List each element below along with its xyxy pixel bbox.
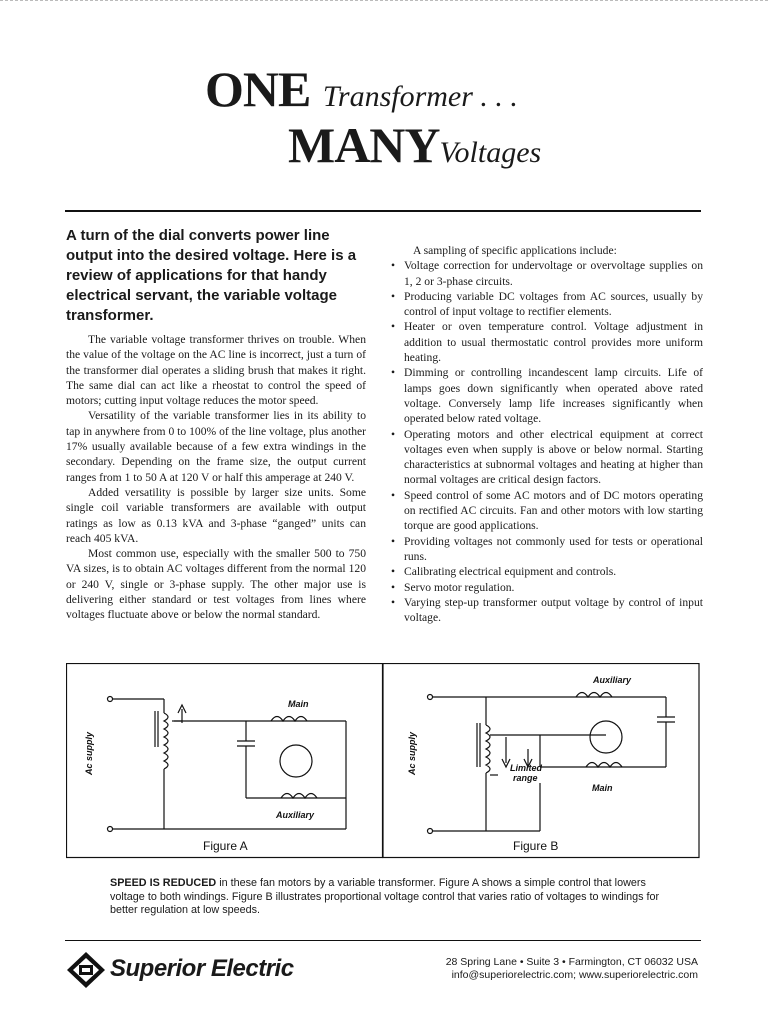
body-paragraph: Most common use, especially with the smaller 500 to 750 VA sizes, is to obtain AC voltages different from the normal 120 or 240 V, single or 3-phase supply. The other major use is delivering either standard or test voltages from lines where voltages fluctuate above or below the normal standard. [66, 547, 366, 622]
body-text [66, 332, 366, 623]
list-item: • Heater or oven temperature control. Voltage adjustment in addition to usual thermostatic control provides more uniform heating. [391, 319, 703, 365]
applications-column [391, 243, 703, 625]
list-item: • Producing variable DC voltages from AC sources, usually by control of input voltage to rectifier elements. [391, 289, 703, 320]
caption-text: in these fan motors by a variable transformer. Figure A shows a simple control that lowers voltage to both windings. Figure B illustrates proportional voltage control that varies ratio of voltages to windings for better regulation at low speeds. [110, 877, 660, 916]
title-transformer: Transformer . . . [322, 80, 518, 113]
figure-b-limited-label: Limited [510, 763, 543, 773]
figure-caption [110, 877, 670, 918]
terminal-icon [428, 695, 433, 700]
list-item: • Varying step-up transformer output voltage by control of input voltage. [391, 595, 703, 626]
superior-electric-logo-icon [65, 950, 107, 990]
figure-a-supply-label: Ac supply [84, 731, 94, 775]
title-voltages: Voltages [439, 136, 542, 169]
footer-address-block [440, 956, 698, 982]
footer-address: 28 Spring Lane • Suite 3 • Farmington, CT 06032 USA [445, 956, 698, 968]
list-item: • Dimming or controlling incandescent lamp circuits. Life of lamps goes down significantly when operated above rated voltage. Conversely lamp life increases significantly when operated below rated voltage. [391, 365, 703, 426]
lead-paragraph: A turn of the dial converts power line output into the desired voltage. Here is a review of applications for that handy electrical servant, the variable voltage transformer. [66, 227, 357, 324]
figure-b-supply-label: Ac supply [407, 731, 417, 775]
figure-b-main-label: Main [592, 783, 613, 793]
list-item: • Providing voltages not commonly used for tests or operational runs. [391, 534, 703, 565]
coil-icon [164, 713, 168, 769]
body-paragraph: The variable voltage transformer thrives on trouble. When the value of the voltage on the AC line is incorrect, just a turn of the transformer dial operates a sliding brush that makes it right. The same dial can act like a rheostat to control the speed of motors; cutting input voltage reduces the motor speed. [66, 333, 366, 408]
title-line-2 [288, 116, 541, 174]
title-many: MANY [288, 117, 440, 173]
body-paragraph: Versatility of the variable transformer lies in its ability to tap in anywhere from 0 to 100% of the line voltage, plus another 17% usually available because of a few extra windings in the secondary. Depending on the frame size, the output current ranges from 1 to 50 A at 120 V or half this amperage at 240 V. [66, 409, 366, 484]
motor-icon [280, 745, 312, 777]
figure-b-auxiliary-label: Auxiliary [593, 675, 632, 685]
figure-a-auxiliary-label: Auxiliary [276, 810, 315, 820]
list-item: • Speed control of some AC motors and of DC motors operating on rectified AC circuits. Fan and other motors with low starting torque are good applications. [391, 488, 703, 534]
terminal-icon [428, 829, 433, 834]
auxiliary-winding-icon [281, 794, 317, 799]
figure-b-range-label: range [513, 773, 538, 783]
motor-icon [590, 721, 622, 753]
figure-a-caption-label: Figure A [203, 839, 248, 853]
footer-rule [65, 940, 701, 941]
coil-icon [486, 725, 490, 773]
title-line-1 [205, 60, 518, 118]
terminal-icon [108, 697, 113, 702]
main-winding-icon [271, 717, 307, 722]
figure-b-circuit [428, 693, 676, 834]
title-one: ONE [205, 61, 311, 117]
terminal-icon [108, 827, 113, 832]
list-item: • Operating motors and other electrical equipment at correct voltages even when supply is above or below normal. Starting characteristics at subnormal voltages and heating at higher than normal voltages are critical design factors. [391, 427, 703, 488]
page-edge-line [0, 0, 768, 1]
body-paragraph: Added versatility is possible by larger size units. Some single coil variable transformers are available with output ratings as low as 0.13 kVA and 3-phase “ganged” units can reach 405 kVA. [66, 485, 366, 545]
auxiliary-winding-icon [576, 693, 612, 698]
caption-lead: SPEED IS REDUCED [110, 877, 217, 889]
list-item: • Calibrating electrical equipment and controls. [391, 564, 703, 579]
figure-b-caption-label: Figure B [513, 839, 559, 853]
footer-contact[interactable]: info@superiorelectric.com; www.superiorelectric.com [451, 969, 698, 981]
list-item: • Voltage correction for undervoltage or overvoltage supplies on 1, 2 or 3-phase circuits. [391, 258, 703, 289]
title-rule [65, 210, 701, 212]
main-winding-icon [586, 763, 622, 768]
brand-name: Superior Electric [110, 955, 294, 982]
list-item: • Servo motor regulation. [391, 580, 703, 595]
applications-list [391, 258, 703, 625]
circuit-figures [66, 663, 700, 859]
figure-a-main-label: Main [288, 699, 309, 709]
applications-intro: A sampling of specific applications include: [413, 244, 617, 257]
